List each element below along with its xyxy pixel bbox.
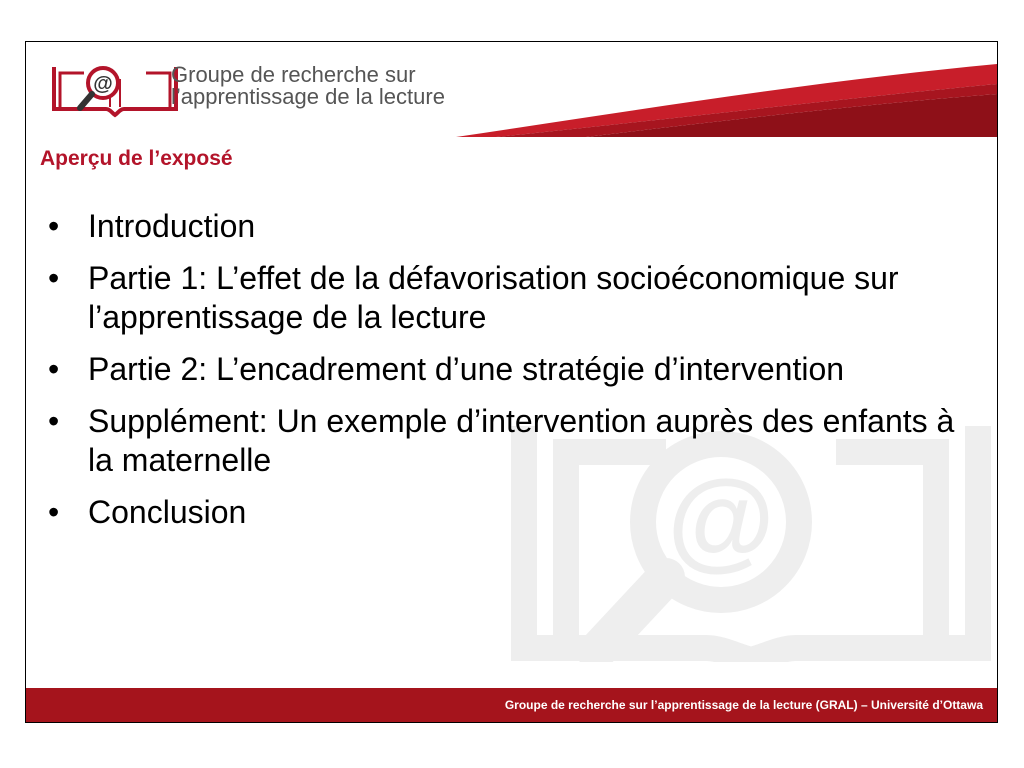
bullet-text: Supplément: Un exemple d’intervention auprès des enfants à la maternelle (88, 403, 955, 478)
svg-text:@: @ (93, 73, 113, 95)
svg-text:@: @ (667, 458, 775, 581)
brand-name (171, 64, 445, 108)
list-item (46, 402, 986, 480)
bullet-text: Partie 2: L’encadrement d’une stratégie d’intervention (88, 351, 845, 387)
footer-bar (26, 688, 997, 722)
list-item (46, 259, 986, 337)
bullet-dot: • (48, 403, 60, 439)
brand-line-2: l’apprentissage de la lecture (171, 84, 445, 109)
bullet-list (46, 207, 986, 545)
bullet-dot: • (48, 208, 60, 244)
book-magnifier-at-icon (50, 59, 180, 119)
footer-text: Groupe de recherche sur l’apprentissage de la lecture (GRAL) – Université d’Ottawa (504, 698, 983, 712)
list-item (46, 207, 986, 246)
slide-header (26, 42, 997, 137)
slide (25, 41, 998, 723)
bullet-text: Partie 1: L’effet de la défavorisation socioéconomique sur l’apprentissage de la lecture (88, 260, 899, 335)
bullet-text: Introduction (88, 208, 256, 244)
list-item (46, 350, 986, 389)
brand-line-1: Groupe de recherche sur (171, 62, 416, 87)
list-item (46, 493, 986, 532)
slide-title: Aperçu de l’exposé (40, 147, 233, 170)
bullet-dot: • (48, 260, 60, 296)
bullet-dot: • (48, 494, 60, 530)
bullet-text: Conclusion (88, 494, 247, 530)
bullet-dot: • (48, 351, 60, 387)
